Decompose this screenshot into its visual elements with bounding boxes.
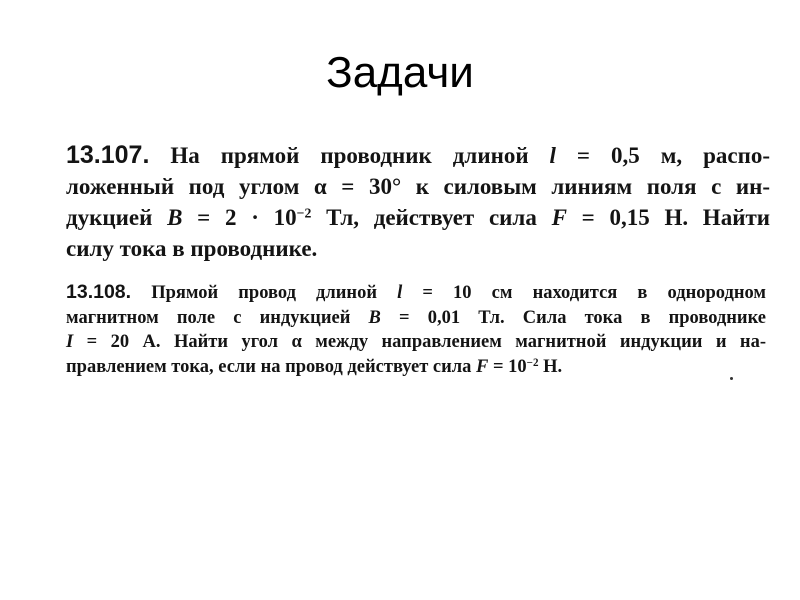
problem-line: I = 20 А. Найти угол α между направлением магнитной индукции и на- bbox=[66, 332, 766, 352]
problem-number: 13.108. bbox=[66, 281, 132, 303]
problem-number: 13.107. bbox=[66, 141, 150, 169]
problem-line: дукцией $B = 2 \cdot 10^{-2}$ Тл, действует сила F = 0,15 Н. Найти bbox=[66, 205, 771, 230]
problem-13-108 bbox=[66, 280, 766, 379]
problem-line: правлением тока, если на провод действует сила $F = 10^{-2}$ Н. bbox=[66, 356, 563, 377]
problem-line: силу тока в проводнике. bbox=[66, 236, 318, 261]
problem-13-107 bbox=[66, 140, 770, 264]
problem-line: 13.107. На прямой проводник длиной l = 0,5 м, распо- bbox=[66, 141, 771, 169]
slide-title: Задачи bbox=[326, 48, 474, 97]
problem-line: ложенный под углом α = 30° к силовым линиям поля с ин- bbox=[66, 174, 770, 199]
scan-speck bbox=[730, 377, 733, 380]
problem-line: магнитном поле с индукцией B = 0,01 Тл. Сила тока в проводнике bbox=[66, 307, 767, 328]
problem-line: 13.108. Прямой провод длиной l = 10 см находится в однородном bbox=[66, 281, 767, 303]
